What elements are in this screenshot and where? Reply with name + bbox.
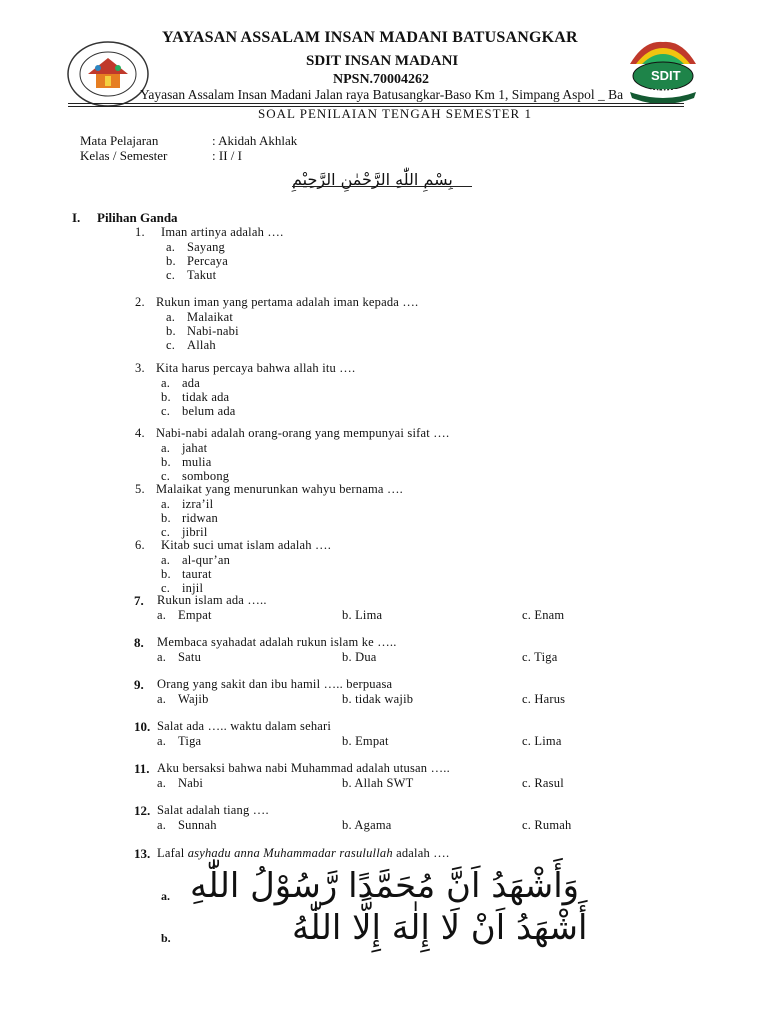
question-text: Kita harus percaya bahwa allah itu …. — [156, 361, 356, 375]
class-label: Kelas / Semester — [80, 148, 168, 163]
q13-number: 13. — [134, 846, 151, 861]
option-a-text: Wajib — [178, 692, 209, 706]
option-text: izra’il — [182, 497, 214, 511]
question-number: 2. — [135, 295, 145, 309]
q13-italic: asyhadu anna Muhammadar rasulullah — [187, 846, 393, 860]
option-text: belum ada — [182, 404, 236, 418]
school-logo-banner: INSAN MADANI — [638, 89, 690, 96]
q13-option-b-arabic: أَشْهَدُ اَنْ لَا إِلٰهَ إِلَّا اللّٰهُ — [292, 908, 588, 948]
option-letter: c. — [161, 404, 171, 418]
option-a-letter: a. — [157, 608, 167, 622]
q13-option-a-letter: a. — [161, 889, 170, 903]
question-text: Rukun islam ada ….. — [157, 593, 267, 607]
option-letter: c. — [166, 268, 176, 282]
foundation-name: YAYASAN ASSALAM INSAN MADANI BATUSANGKAR — [162, 29, 578, 46]
option-letter: b. — [166, 254, 176, 268]
option-a-text: Tiga — [178, 734, 202, 748]
option-a-letter: a. — [157, 692, 167, 706]
option-text: sombong — [182, 469, 230, 483]
option-text: Takut — [187, 268, 217, 282]
option-letter: c. — [161, 469, 171, 483]
q13-prefix: Lafal — [157, 846, 185, 860]
exam-title: SOAL PENILAIAN TENGAH SEMESTER 1 — [258, 106, 532, 121]
option-letter: b. — [161, 390, 171, 404]
option-letter: a. — [166, 240, 176, 254]
option-c: c. Rasul — [522, 776, 564, 790]
question-number: 11. — [134, 761, 150, 776]
question-number: 1. — [135, 225, 145, 239]
option-a-letter: a. — [157, 818, 167, 832]
option-text: Nabi-nabi — [187, 324, 239, 338]
question-text: Rukun iman yang pertama adalah iman kepada …. — [156, 295, 419, 309]
option-text: al-qur’an — [182, 553, 231, 567]
question-text: Salat adalah tiang …. — [157, 803, 269, 817]
option-c: c. Tiga — [522, 650, 558, 664]
option-a-letter: a. — [157, 776, 167, 790]
question-number: 9. — [134, 677, 144, 692]
option-text: tidak ada — [182, 390, 230, 404]
option-b: b. Agama — [342, 818, 392, 832]
option-a-text: Empat — [178, 608, 212, 622]
option-a-letter: a. — [157, 650, 167, 664]
subject-label: Mata Pelajaran — [80, 133, 159, 148]
option-b: b. Empat — [342, 734, 389, 748]
question-number: 3. — [135, 361, 145, 375]
question-number: 8. — [134, 635, 144, 650]
question-text: Orang yang sakit dan ibu hamil ….. berpuasa — [157, 677, 393, 691]
school-logo-label: SDIT — [651, 68, 681, 83]
option-letter: b. — [161, 455, 171, 469]
option-letter: c. — [161, 525, 171, 539]
q13-option-a-arabic: وَأَشْهَدُ اَنَّ مُحَمَّدًا رَّسُوْلُ اللّٰهِ — [190, 866, 580, 906]
header-divider-top — [68, 103, 684, 104]
option-b: b. Lima — [342, 608, 383, 622]
option-a-text: Nabi — [178, 776, 204, 790]
option-letter: b. — [161, 511, 171, 525]
question-number: 5. — [135, 482, 145, 496]
option-letter: b. — [166, 324, 176, 338]
question-number: 10. — [134, 719, 151, 734]
option-b: b. Dua — [342, 650, 377, 664]
option-letter: a. — [161, 553, 171, 567]
option-c: c. Harus — [522, 692, 566, 706]
option-c: c. Rumah — [522, 818, 572, 832]
option-text: Allah — [187, 338, 216, 352]
school-name: SDIT INSAN MADANI — [306, 53, 459, 69]
basmalah: بِسْمِ اللّٰهِ الرَّحْمٰنِ الرَّحِيْمِ — [292, 170, 453, 189]
option-letter: a. — [166, 310, 176, 324]
question-text: Iman artinya adalah …. — [161, 225, 284, 239]
question-number: 6. — [135, 538, 145, 552]
option-letter: a. — [161, 441, 171, 455]
option-text: jibril — [182, 525, 208, 539]
section-title: Pilihan Ganda — [97, 210, 178, 225]
option-c: c. Enam — [522, 608, 565, 622]
npsn: NPSN.70004262 — [333, 72, 430, 87]
question-text: Kitab suci umat islam adalah …. — [161, 538, 332, 552]
option-b: b. Allah SWT — [342, 776, 414, 790]
option-text: ridwan — [182, 511, 218, 525]
class-value: : II / I — [212, 148, 242, 163]
option-text: taurat — [182, 567, 212, 581]
question-text: Aku bersaksi bahwa nabi Muhammad adalah utusan ….. — [157, 761, 450, 775]
option-text: Sayang — [187, 240, 225, 254]
option-text: ada — [182, 376, 200, 390]
option-letter: a. — [161, 376, 171, 390]
q13-suffix: adalah …. — [396, 846, 450, 860]
option-letter: c. — [161, 581, 171, 595]
option-c: c. Lima — [522, 734, 562, 748]
option-text: mulia — [182, 455, 212, 469]
option-a-text: Satu — [178, 650, 202, 664]
question-text: Malaikat yang menurunkan wahyu bernama …. — [156, 482, 404, 496]
q13-option-b-letter: b. — [161, 931, 171, 945]
question-number: 7. — [134, 593, 144, 608]
school-address: Yayasan Assalam Insan Madani Jalan raya Batusangkar-Baso Km 1, Simpang Aspol _ Ba — [140, 87, 624, 102]
subject-value: : Akidah Akhlak — [212, 133, 298, 148]
option-b: b. tidak wajib — [342, 692, 414, 706]
option-text: Malaikat — [187, 310, 234, 324]
question-number: 4. — [135, 426, 145, 440]
basmalah-flourish — [292, 186, 472, 187]
option-letter: c. — [166, 338, 176, 352]
option-letter: b. — [161, 567, 171, 581]
option-a-letter: a. — [157, 734, 167, 748]
option-text: jahat — [182, 441, 208, 455]
foundation-logo — [66, 40, 150, 108]
q13-text — [157, 846, 449, 861]
option-letter: a. — [161, 497, 171, 511]
question-number: 12. — [134, 803, 151, 818]
option-a-text: Sunnah — [178, 818, 217, 832]
question-text: Nabi-nabi adalah orang-orang yang mempunyai sifat …. — [156, 426, 450, 440]
question-text: Membaca syahadat adalah rukun islam ke ….. — [157, 635, 397, 649]
option-text: Percaya — [187, 254, 228, 268]
question-text: Salat ada ….. waktu dalam sehari — [157, 719, 332, 733]
option-text: injil — [182, 581, 204, 595]
section-number: I. — [72, 210, 81, 225]
